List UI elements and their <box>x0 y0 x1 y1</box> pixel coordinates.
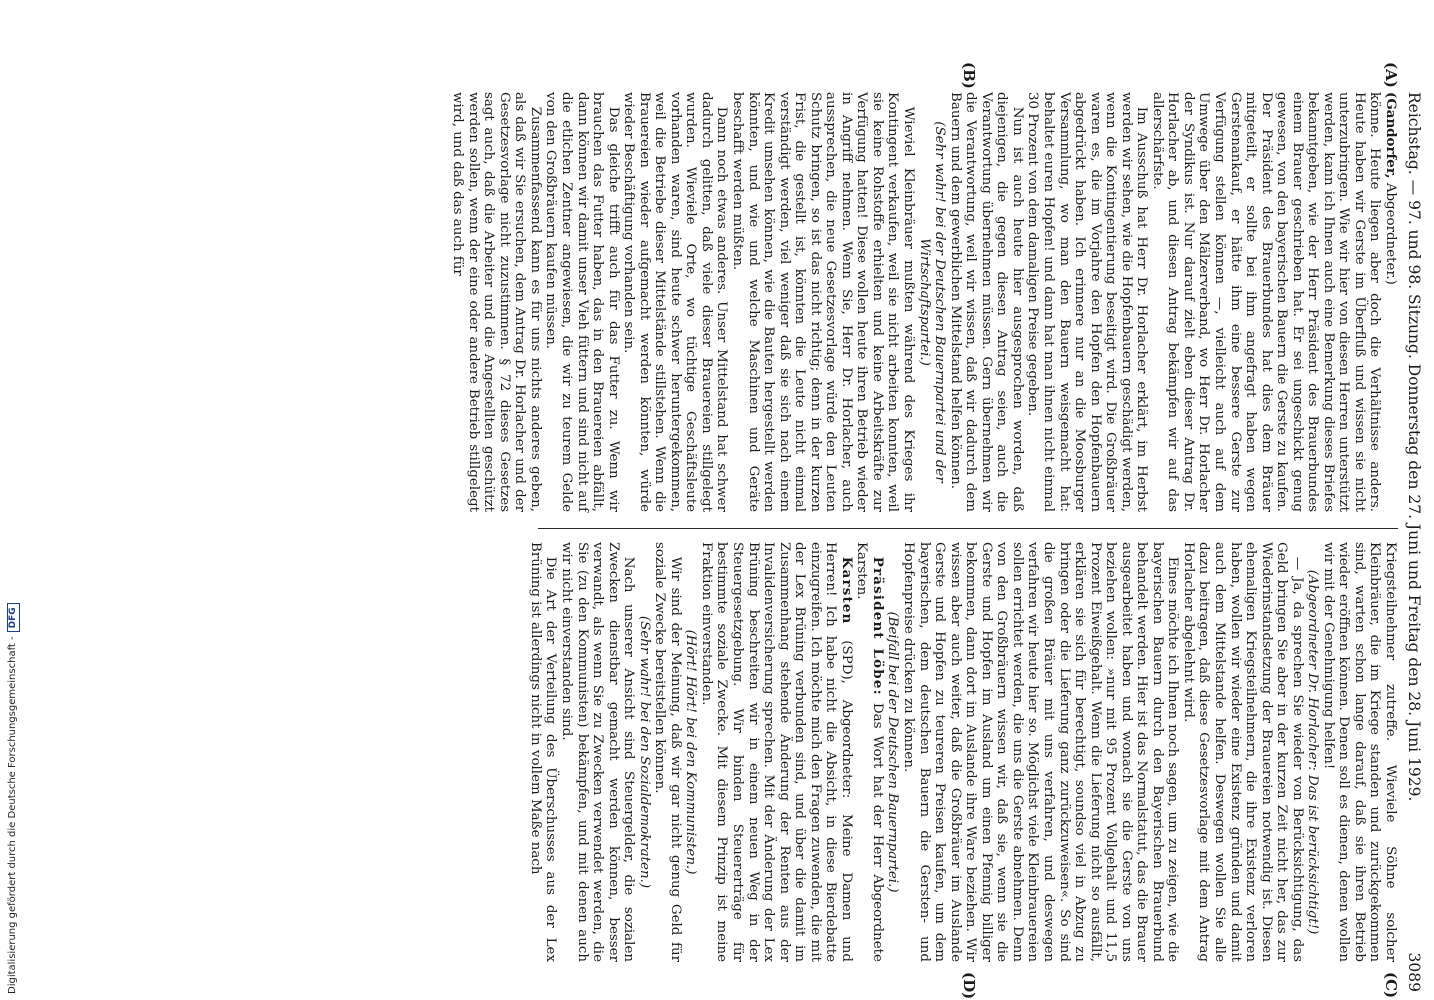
paragraph: Dann noch etwas anderes. Unser Mittelstand hat schwer dadurch gelitten, daß viele dieser Brauereien stillgelegt wurden. Wieviele Orte, wo tüchtige Geschäftsleute vorhanden waren, sind heute schwer heruntergekommen, weil die Betriebe dieser Mittelstände stillstehen. Wenn die Brauereien wieder aufgemacht werden könnten, würde wieder Beschäftigung vorhanden sein. <box>621 92 730 512</box>
paragraph <box>854 542 885 962</box>
margin-mark-a: (A) <box>1382 62 1400 88</box>
running-header <box>1404 92 1424 992</box>
left-column <box>450 92 1399 512</box>
president-label: Präsident Löbe: <box>869 556 886 696</box>
speaker-name: (Gandorfer, <box>1383 92 1399 179</box>
paragraph: Nun ist auch heute hier ausgesprochen worden, daß diejenigen, die gegen diesen Antrag seien, auch die Verantwortung übernehmen müssen. Gern übernehmen wir die Verantwortung, weil wir wissen, daß wir dadurch dem Bauern und dem gewerblichen Mittelstand helfen können. <box>947 92 1025 512</box>
paragraph: könne. Heute liegen aber doch die Verhältnisse anders. Heute haben wir Gerste im Überfluß und wissen sie nicht unterzubringen. Wie wir hier von diesen Herren unterstützt werden, kann ich Ihnen auch eine Bemerkung dieses Briefes bekanntgeben, wie der Herr Präsident des Brauerbundes einem Brauer geschrieben hat. Er sei ungeschickt genug gewesen, von den bayerischen Bauern die Gerste zu kaufen. Der Präsident des Brauerbundes hat dies dem Bräuer mitgeteilt, er sollte bei ihm angefragt haben wegen Gerstenankauf, er hätte ihm eine bessere Gerste zur Verfügung stellen können —, vielleicht auch auf dem Umwege über den Mälzerverband, wo Herr Dr. Horlacher der Syndikus ist. Nur darauf zielt eben dieser Antrag Dr. Horlacher ab, und diesen Antrag bekämpfen wir auf das allerschärfste. <box>1149 92 1383 512</box>
dfg-logo-icon: DFG <box>7 603 20 632</box>
paragraph: Im Ausschuß hat Herr Dr. Horlacher erklärt, im Herbst werden wir sehen, wie die Hopfenbauern geschädigt werden, wenn die Kontingentierung beseitigt wird. Die Großbräuer waren es, die im Vorjahre den Hopfen den Hopfenbauern abgedrückt haben. Ich erinnere nur an die Moosburger Versammlung, wo man den Bauern weisgemacht hat: behaltet euren Hopfen! und dann hat man ihnen nicht einmal 30 Prozent von dem damaligen Preise gegeben. <box>1025 92 1150 512</box>
page-number: 3089 <box>1405 952 1423 992</box>
paragraph: Wir sind der Meinung, daß wir gar nicht genug Geld für soziale Zwecke bereitstellen können. <box>652 542 683 962</box>
paragraph <box>698 542 853 962</box>
margin-mark-b: (B) <box>960 62 978 89</box>
speech-text: (SPD), Abgeordneter: Meine Damen und Herren! Ich habe nicht die Absicht, in diese Bierdebatte einzugreifen. Ich möchte mich den Fragen zuwenden, die mit der Lex Brüning verbunden sind, und über die damit im Zusammenhang stehende Änderung der Renten aus der Invalidenversicherung sprechen. Mit der Änderung der Lex Brüning beschreiten wir in einem neuen Weg in der Steuergesetzgebung. Wir binden Steuererträge für bestimmte soziale Zwecke. Mit diesem Prinzip ist meine Fraktion einverstanden. <box>698 542 854 962</box>
paragraph: Nach unserer Ansicht sind Steuergelder, die sozialen Zwecken dienstbar gemacht werden können, besser verwandt, als wenn Sie zu Zwecken verwendet werden, die Sie (zu den Kommunisten) bekämpfen, und mit denen auch wir nicht einverstanden sind. <box>559 542 637 962</box>
margin-mark-d: (D) <box>960 972 978 1000</box>
paragraph: Die Art der Verteilung des Überschusses aus der Lex Brüning ist allerdings nicht in vollem Maße nach <box>527 542 559 962</box>
paragraph: Eines möchte ich Ihnen noch sagen, um zu zeigen, wie die bayerischen Bauern durch den Bayerischen Brauerbund behandelt werden. Hier ist das Normalstatut, das die Brauer ausgearbeitet haben und wonach sie die Gerste von uns beziehen wollen: »nur mit 95 Prozent Vollgehalt und 11,5 Prozent Eiweißgehalt. Wenn die Lieferung nicht so ausfällt, erklären sie sich für berechtigt, soundso viel in Abzug zu bringen oder die Lieferung ganz zurückzuweisen«. So sind die großen Bräuer mit uns verfahren, und deswegen verfahren wir heute hier so. Möglichst viele Kleinbrauereien sollen errichtet werden, die uns die Gerste abnehmen. Denn von den Großbräuern wissen wir, daß sie, wenn sie die Gerste und Hopfen im Ausland um einen Pfennig billiger bekommen, dann dort im Auslande ihre Ware beziehen. Wir wissen aber auch weiter, daß die Großbräuer im Auslande Gerste und Hopfen zu teureren Preisen kaufen, um dem bayerischen, dem deutschen Bauern die Gersten- und Hopfenpreise drücken zu können. <box>901 542 1181 962</box>
column-divider <box>538 528 1398 529</box>
credit-text: Digitalisierung gefördert durch die Deutsche Forschungsgemeinschaft - <box>7 636 18 994</box>
paragraph: Das gleiche trifft auch für das Futter zu. Wenn wir brauchen das Futter haben, das in den Brauereien abfällt, dann können wir damit unser Vieh füttern und sind nicht auf die etlichen Zentner angewiesen, die wir zu teurem Gelde von den Großbräuern kaufen müssen. <box>543 92 621 512</box>
paragraph <box>1382 92 1398 512</box>
header-title: Reichstag. — 97. und 98. Sitzung. Donnerstag den 27. Juni und Freitag den 28. Juni 1929. <box>1405 92 1423 802</box>
stage-direction: (Beifall bei der Deutschen Bauernpartei.) <box>885 611 901 893</box>
rotated-page-content <box>112 62 1424 1000</box>
speaker-name: Karsten <box>838 556 855 625</box>
paragraph: — Ja, da sprechen Sie wieder von Berücksichtigung, das Geld bringen Sie aber in der kurzen Zeit nicht her, das zur Wiederinstandsetzung der Brauereien notwendig ist. Diesen ehemaligen Kriegsteilnehmern, die ihre Existenz verloren haben, wollen wir wieder eine Existenz gründen und damit auch dem Mittelstande helfen. Deswegen wollen Sie alle dazu beitragen, daß diese Gesetzesvorlage mit dem Antrag Horlacher abgelehnt wird. <box>1180 542 1305 962</box>
speaker-role: Abgeordneter.) <box>1383 178 1398 285</box>
paragraph: Zusammenfassend kann es für uns nichts anderes geben, als daß wir Sie ersuchen, dem Antrag Dr. Horlacher und der Gesetzesvorlage nicht zuzustimmen. § 72 dieses Gesetzes sagt auch, daß die Arbeiter und die Angestellten geschützt werden sollen, wenn der eine oder andere Betrieb stillgelegt wird, und daß das auch für <box>450 92 543 512</box>
stage-direction: (Abgeordneter Dr. Horlacher: Das ist berücksichtigt!) <box>1305 569 1321 935</box>
president-text: Das Wort hat der Herr Abgeordnete Karsten. <box>854 542 885 962</box>
stage-direction: (Sehr wahr! bei den Sozialdemokraten.) <box>636 615 652 889</box>
digitization-credit <box>7 603 20 994</box>
paragraph: Wieviel Kleinbräuer mußten während des Krieges ihr Kontingent verkaufen, weil sie nicht arbeiten konnten, weil sie keine Rohstoffe erhielten und keine Arbeitskräfte zur Verfügung hatten! Diese wollen heute ihren Betrieb wieder in Angriff nehmen. Wenn Sie, Herr Dr. Horlacher, auch aussprechen, die neue Gesetzesvorlage würde den Leuten Schutz bringen, so ist das nicht richtig; denn in der kurzen Frist, die gestellt ist, könnten die Leute nicht einmal verständigt werden, viel weniger daß sie sich nach einem Kredit umsehen können, wie die Bauten hergestellt werden könnten, und wie und welche Maschinen und Geräte beschafft werden müßten. <box>730 92 917 512</box>
margin-mark-c: (C) <box>1382 972 1400 999</box>
paragraph: Kriegsteilnehmer zutreffe. Wieviele Söhne solcher Kleinbräuer, die im Kriege standen und zurückgekommen sind, warten schon lange darauf, daß sie ihren Betrieb wieder eröffnen können. Denen soll es dienen, denen wollen wir mit der Genehmigung helfen! <box>1320 542 1398 962</box>
stage-direction: (Sehr wahr! bei der Deutschen Bauernpartei und der Wirtschaftspartei.) <box>916 121 948 483</box>
stage-direction: (Hört! Hört! bei den Kommunisten.) <box>683 629 699 875</box>
right-column <box>518 542 1398 962</box>
